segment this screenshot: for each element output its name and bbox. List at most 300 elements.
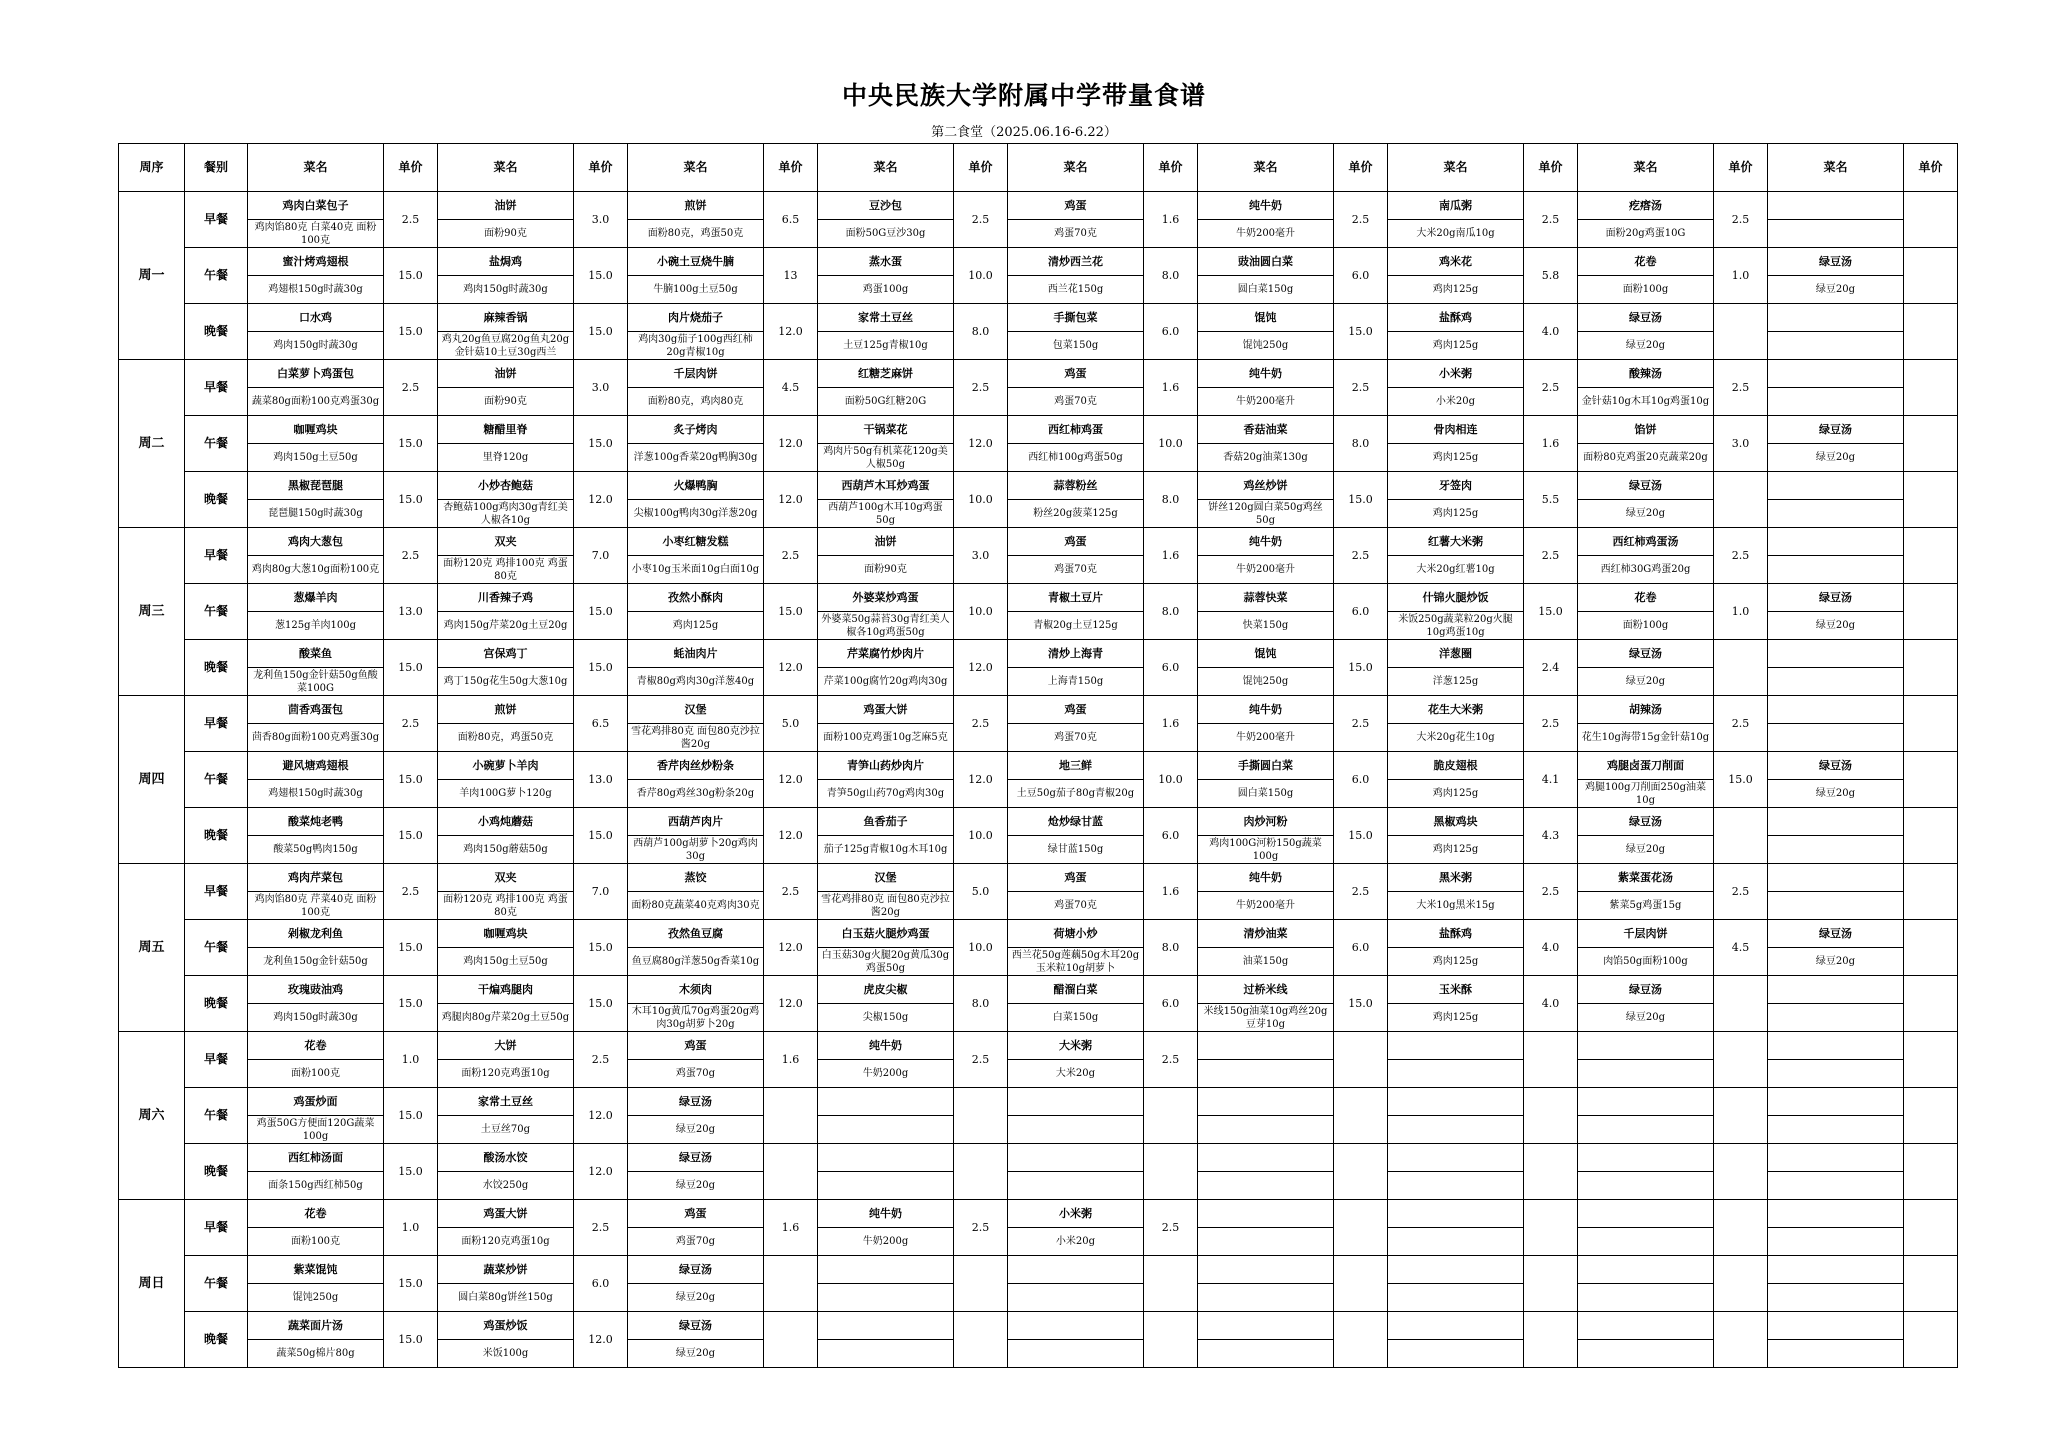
dish-price: 2.5 xyxy=(954,1032,1008,1088)
dish-ingredients: 牛奶200毫升 xyxy=(1198,388,1334,416)
dish-name: 鸡蛋 xyxy=(1008,864,1144,892)
dish-ingredients: 面粉120克鸡蛋10g xyxy=(438,1060,574,1088)
dish-name: 家常土豆丝 xyxy=(438,1088,574,1116)
meal-label: 晚餐 xyxy=(185,1144,248,1200)
dish-price: 4.5 xyxy=(764,360,818,416)
dish-price: 15.0 xyxy=(384,976,438,1032)
dish-name: 双夹 xyxy=(438,864,574,892)
dish-price: 2.5 xyxy=(764,864,818,920)
column-header: 菜名 xyxy=(818,144,954,192)
dish-ingredients xyxy=(1578,1172,1714,1200)
dish-name: 馅饼 xyxy=(1578,416,1714,444)
dish-price: 5.5 xyxy=(1524,472,1578,528)
dish-price: 15.0 xyxy=(764,584,818,640)
dish-ingredients: 鸡腿100g刀削面250g油菜10g xyxy=(1578,780,1714,808)
dish-ingredients: 茴香80g面粉100克鸡蛋30g xyxy=(248,724,384,752)
dish-ingredients: 西兰花50g莲藕50g木耳20g玉米粒10g胡萝卜 xyxy=(1008,948,1144,976)
dish-ingredients: 土豆125g青椒10g xyxy=(818,332,954,360)
dish-name: 紫菜馄饨 xyxy=(248,1256,384,1284)
dish-price: 15.0 xyxy=(384,472,438,528)
dish-name: 避风塘鸡翅根 xyxy=(248,752,384,780)
dish-name: 鸡米花 xyxy=(1388,248,1524,276)
dish-ingredients: 绿豆20g xyxy=(1578,1004,1714,1032)
dish-price xyxy=(1904,1200,1958,1256)
dish-name: 清炒油菜 xyxy=(1198,920,1334,948)
dish-price: 6.0 xyxy=(1144,304,1198,360)
dish-name: 油饼 xyxy=(438,360,574,388)
dish-price: 8.0 xyxy=(1334,416,1388,472)
dish-price: 2.5 xyxy=(1714,192,1768,248)
dish-ingredients: 鸡蛋70克 xyxy=(1008,892,1144,920)
dish-ingredients xyxy=(1388,1340,1524,1368)
dish-ingredients: 龙利鱼150g金针菇50g xyxy=(248,948,384,976)
dish-price: 6.0 xyxy=(1334,248,1388,304)
dish-name: 孜然小酥肉 xyxy=(628,584,764,612)
dish-name: 香芹肉丝炒粉条 xyxy=(628,752,764,780)
dish-ingredients: 鸡肉片50g有机菜花120g美人椒50g xyxy=(818,444,954,472)
dish-price: 15.0 xyxy=(574,640,628,696)
dish-name: 蒜蓉快菜 xyxy=(1198,584,1334,612)
dish-price: 6.0 xyxy=(1144,976,1198,1032)
dish-name: 鸡肉芹菜包 xyxy=(248,864,384,892)
dish-price: 15.0 xyxy=(574,416,628,472)
dish-price xyxy=(1904,304,1958,360)
dish-price xyxy=(1334,1200,1388,1256)
dish-name: 蔬菜炒饼 xyxy=(438,1256,574,1284)
dish-name: 紫菜蛋花汤 xyxy=(1578,864,1714,892)
dish-ingredients: 鸡肉150g芹菜20g土豆20g xyxy=(438,612,574,640)
dish-price xyxy=(1524,1088,1578,1144)
dish-price xyxy=(1904,864,1958,920)
dish-price: 2.5 xyxy=(1524,696,1578,752)
dish-ingredients xyxy=(818,1172,954,1200)
column-header: 菜名 xyxy=(1198,144,1334,192)
dish-ingredients: 面粉100g xyxy=(1578,276,1714,304)
dish-ingredients: 西葫芦100g木耳10g鸡蛋50g xyxy=(818,500,954,528)
dish-ingredients: 面粉100克 xyxy=(248,1228,384,1256)
dish-ingredients: 木耳10g黄瓜70g鸡蛋20g鸡肉30g胡萝卜20g xyxy=(628,1004,764,1032)
dish-ingredients xyxy=(1768,556,1904,584)
dish-price: 10.0 xyxy=(954,584,1008,640)
dish-name-row xyxy=(119,696,1958,724)
dish-ingredients: 绿豆20g xyxy=(1578,668,1714,696)
dish-price xyxy=(1714,1088,1768,1144)
dish-name: 蒸饺 xyxy=(628,864,764,892)
dish-ingredients: 洋葱125g xyxy=(1388,668,1524,696)
dish-name: 纯牛奶 xyxy=(818,1032,954,1060)
dish-name xyxy=(1768,1312,1904,1340)
dish-ingredients: 面粉90克 xyxy=(818,556,954,584)
dish-name: 什锦火腿炒饭 xyxy=(1388,584,1524,612)
weekday-label: 周五 xyxy=(119,864,185,1032)
dish-name: 玫瑰豉油鸡 xyxy=(248,976,384,1004)
dish-ingredients: 鸡翅根150g时蔬30g xyxy=(248,780,384,808)
dish-ingredients: 鸡丸20g鱼豆腐20g鱼丸20g金针菇10土豆30g西兰 xyxy=(438,332,574,360)
dish-ingredients: 鸡肉125g xyxy=(1388,444,1524,472)
dish-ingredients xyxy=(1768,388,1904,416)
dish-name: 木须肉 xyxy=(628,976,764,1004)
dish-name: 酸汤水饺 xyxy=(438,1144,574,1172)
dish-price: 15.0 xyxy=(384,1088,438,1144)
dish-price xyxy=(1904,1256,1958,1312)
dish-price: 13 xyxy=(764,248,818,304)
weekday-label: 周六 xyxy=(119,1032,185,1200)
dish-name xyxy=(1768,528,1904,556)
dish-price xyxy=(1714,472,1768,528)
dish-ingredients: 绿豆20g xyxy=(1768,444,1904,472)
dish-ingredients xyxy=(1578,1060,1714,1088)
dish-ingredients: 鸡肉150g时蔬30g xyxy=(248,1004,384,1032)
dish-name: 绿豆汤 xyxy=(1768,416,1904,444)
dish-price: 12.0 xyxy=(764,304,818,360)
dish-name: 红糖芝麻饼 xyxy=(818,360,954,388)
dish-name: 口水鸡 xyxy=(248,304,384,332)
dish-price: 2.5 xyxy=(1334,360,1388,416)
dish-price: 8.0 xyxy=(1144,248,1198,304)
dish-price xyxy=(1714,808,1768,864)
dish-name: 绿豆汤 xyxy=(1768,584,1904,612)
dish-ingredients: 鸡丁150g花生50g大葱10g xyxy=(438,668,574,696)
dish-ingredients: 绿豆20g xyxy=(1768,780,1904,808)
dish-price: 13.0 xyxy=(574,752,628,808)
dish-price xyxy=(1144,1312,1198,1368)
dish-ingredients xyxy=(1768,1340,1904,1368)
dish-price xyxy=(1904,248,1958,304)
dish-ingredients: 白菜150g xyxy=(1008,1004,1144,1032)
dish-price: 3.0 xyxy=(954,528,1008,584)
dish-ingredients: 面粉50G红糖20G xyxy=(818,388,954,416)
dish-name: 大饼 xyxy=(438,1032,574,1060)
dish-ingredients: 鸡蛋70克 xyxy=(1008,388,1144,416)
dish-name xyxy=(1768,864,1904,892)
dish-name: 盐焗鸡 xyxy=(438,248,574,276)
dish-price: 8.0 xyxy=(954,976,1008,1032)
dish-ingredients: 鸡肉125g xyxy=(1388,1004,1524,1032)
dish-name-row xyxy=(119,752,1958,780)
dish-ingredients xyxy=(1768,1004,1904,1032)
dish-price: 2.5 xyxy=(954,696,1008,752)
dish-name-row xyxy=(119,584,1958,612)
dish-ingredients xyxy=(818,1284,954,1312)
dish-ingredients: 花生10g海带15g金针菇10g xyxy=(1578,724,1714,752)
dish-price: 4.5 xyxy=(1714,920,1768,976)
dish-price: 2.5 xyxy=(384,696,438,752)
dish-price: 15.0 xyxy=(384,920,438,976)
dish-price: 2.5 xyxy=(1524,528,1578,584)
dish-name: 鸡丝炒饼 xyxy=(1198,472,1334,500)
dish-ingredients: 牛奶200g xyxy=(818,1060,954,1088)
dish-ingredients: 圆白菜80g饼丝150g xyxy=(438,1284,574,1312)
dish-price xyxy=(1524,1032,1578,1088)
dish-ingredients xyxy=(1768,1284,1904,1312)
dish-name xyxy=(1578,1088,1714,1116)
dish-name: 小碗萝卜羊肉 xyxy=(438,752,574,780)
dish-name: 纯牛奶 xyxy=(1198,360,1334,388)
dish-price xyxy=(1904,808,1958,864)
dish-name: 纯牛奶 xyxy=(1198,696,1334,724)
dish-price: 2.5 xyxy=(1714,360,1768,416)
dish-price: 12.0 xyxy=(954,640,1008,696)
dish-ingredients: 馄饨250g xyxy=(1198,332,1334,360)
dish-name xyxy=(1578,1032,1714,1060)
dish-price: 2.5 xyxy=(1144,1200,1198,1256)
dish-name: 馄饨 xyxy=(1198,640,1334,668)
dish-name-row xyxy=(119,1200,1958,1228)
dish-ingredients: 面粉80克鸡蛋20克蔬菜20g xyxy=(1578,444,1714,472)
dish-price xyxy=(954,1256,1008,1312)
dish-name: 香菇油菜 xyxy=(1198,416,1334,444)
dish-ingredients: 圆白菜150g xyxy=(1198,780,1334,808)
dish-ingredients: 鸡肉125g xyxy=(1388,332,1524,360)
dish-ingredients: 鸡蛋100g xyxy=(818,276,954,304)
dish-name-row xyxy=(119,1144,1958,1172)
dish-price: 1.6 xyxy=(1144,864,1198,920)
dish-ingredients xyxy=(1198,1284,1334,1312)
dish-ingredients xyxy=(1008,1284,1144,1312)
dish-price xyxy=(1524,1256,1578,1312)
dish-ingredients: 茄子125g青椒10g木耳10g xyxy=(818,836,954,864)
dish-name: 过桥米线 xyxy=(1198,976,1334,1004)
dish-price xyxy=(1904,528,1958,584)
column-header: 单价 xyxy=(1144,144,1198,192)
dish-price: 15.0 xyxy=(384,1144,438,1200)
dish-ingredients: 牛奶200g xyxy=(818,1228,954,1256)
dish-price: 15.0 xyxy=(384,416,438,472)
dish-ingredients: 香菇20g油菜130g xyxy=(1198,444,1334,472)
dish-price: 12.0 xyxy=(954,416,1008,472)
page-title: 中央民族大学附属中学带量食谱 xyxy=(841,81,1206,110)
dish-name xyxy=(1388,1312,1524,1340)
dish-price xyxy=(1904,696,1958,752)
column-header: 菜名 xyxy=(1388,144,1524,192)
dish-name: 黑椒鸡块 xyxy=(1388,808,1524,836)
dish-name: 疙瘩汤 xyxy=(1578,192,1714,220)
dish-ingredients: 绿豆20g xyxy=(1578,836,1714,864)
dish-name: 蔬菜面片汤 xyxy=(248,1312,384,1340)
column-header: 单价 xyxy=(1904,144,1958,192)
dish-name: 荷塘小炒 xyxy=(1008,920,1144,948)
dish-name xyxy=(1198,1032,1334,1060)
meal-label: 早餐 xyxy=(185,864,248,920)
dish-name xyxy=(1008,1144,1144,1172)
dish-name: 纯牛奶 xyxy=(1198,192,1334,220)
dish-name: 千层肉饼 xyxy=(1578,920,1714,948)
dish-name: 纯牛奶 xyxy=(1198,864,1334,892)
dish-ingredients: 西红柿30G鸡蛋20g xyxy=(1578,556,1714,584)
dish-ingredients: 鸡蛋70克 xyxy=(1008,220,1144,248)
dish-ingredients xyxy=(1388,1060,1524,1088)
dish-name: 绿豆汤 xyxy=(628,1144,764,1172)
dish-name xyxy=(1578,1256,1714,1284)
dish-ingredients: 鸡肉馅80克 芹菜40克 面粉100克 xyxy=(248,892,384,920)
dish-name xyxy=(1768,640,1904,668)
dish-price: 15.0 xyxy=(574,248,628,304)
dish-name-row xyxy=(119,864,1958,892)
meal-label: 午餐 xyxy=(185,1088,248,1144)
dish-ingredients xyxy=(1768,668,1904,696)
dish-name: 干锅菜花 xyxy=(818,416,954,444)
dish-name: 小鸡炖蘑菇 xyxy=(438,808,574,836)
dish-price xyxy=(1904,1088,1958,1144)
dish-name xyxy=(1768,976,1904,1004)
dish-price: 2.5 xyxy=(1334,864,1388,920)
dish-ingredients: 绿豆20g xyxy=(1578,332,1714,360)
dish-price: 1.6 xyxy=(1144,360,1198,416)
dish-name: 虎皮尖椒 xyxy=(818,976,954,1004)
meal-label: 午餐 xyxy=(185,248,248,304)
dish-ingredients: 快菜150g xyxy=(1198,612,1334,640)
dish-price xyxy=(1904,920,1958,976)
dish-price: 2.5 xyxy=(954,1200,1008,1256)
dish-name: 花生大米粥 xyxy=(1388,696,1524,724)
dish-price: 12.0 xyxy=(574,472,628,528)
dish-name xyxy=(1578,1200,1714,1228)
dish-price: 15.0 xyxy=(384,808,438,864)
page-subtitle: 第二食堂（2025.06.16-6.22） xyxy=(931,125,1117,140)
dish-price: 2.5 xyxy=(954,192,1008,248)
dish-name: 茴香鸡蛋包 xyxy=(248,696,384,724)
dish-price: 15.0 xyxy=(384,248,438,304)
dish-name: 绿豆汤 xyxy=(1768,248,1904,276)
dish-ingredients xyxy=(1578,1284,1714,1312)
dish-ingredients: 鸡肉馅80克 白菜40克 面粉100克 xyxy=(248,220,384,248)
dish-price: 2.5 xyxy=(574,1032,628,1088)
dish-name: 鸡蛋 xyxy=(1008,360,1144,388)
dish-name: 麻辣香锅 xyxy=(438,304,574,332)
header-row xyxy=(119,144,1958,192)
dish-name: 咖喱鸡块 xyxy=(248,416,384,444)
dish-name: 手撕包菜 xyxy=(1008,304,1144,332)
dish-name: 葱爆羊肉 xyxy=(248,584,384,612)
dish-ingredients: 鸡肉30g茄子100g西红柿20g青椒10g xyxy=(628,332,764,360)
dish-name: 酸辣汤 xyxy=(1578,360,1714,388)
dish-ingredients: 鸡肉150g土豆50g xyxy=(248,444,384,472)
dish-ingredients: 青椒80g鸡肉30g洋葱40g xyxy=(628,668,764,696)
dish-ingredients: 鱼豆腐80g洋葱50g香菜10g xyxy=(628,948,764,976)
dish-name: 鸡蛋 xyxy=(1008,696,1144,724)
dish-name: 鱼香茄子 xyxy=(818,808,954,836)
dish-price xyxy=(764,1256,818,1312)
dish-ingredients: 牛腩100g土豆50g xyxy=(628,276,764,304)
dish-name: 花卷 xyxy=(248,1200,384,1228)
dish-name: 手撕圆白菜 xyxy=(1198,752,1334,780)
column-header: 单价 xyxy=(574,144,628,192)
dish-price: 4.0 xyxy=(1524,920,1578,976)
dish-ingredients: 酸菜50g鸭肉150g xyxy=(248,836,384,864)
dish-ingredients: 土豆50g茄子80g青椒20g xyxy=(1008,780,1144,808)
dish-name xyxy=(1768,304,1904,332)
dish-price: 2.5 xyxy=(1144,1032,1198,1088)
dish-price: 7.0 xyxy=(574,864,628,920)
dish-price xyxy=(764,1088,818,1144)
dish-ingredients xyxy=(1768,1228,1904,1256)
dish-name: 鸡蛋大饼 xyxy=(818,696,954,724)
dish-name: 绿豆汤 xyxy=(628,1088,764,1116)
dish-price: 6.5 xyxy=(764,192,818,248)
dish-name: 绿豆汤 xyxy=(628,1256,764,1284)
dish-ingredients: 面粉80克，鸡蛋50克 xyxy=(628,220,764,248)
dish-name: 炙子烤肉 xyxy=(628,416,764,444)
dish-ingredients xyxy=(1198,1060,1334,1088)
dish-name xyxy=(1768,696,1904,724)
dish-ingredients xyxy=(1388,1172,1524,1200)
dish-name: 清炒西兰花 xyxy=(1008,248,1144,276)
dish-name: 纯牛奶 xyxy=(1198,528,1334,556)
dish-name: 绿豆汤 xyxy=(1578,640,1714,668)
dish-price: 1.0 xyxy=(1714,248,1768,304)
dish-name xyxy=(1008,1256,1144,1284)
weekday-label: 周四 xyxy=(119,696,185,864)
dish-ingredients: 鸡肉150g土豆50g xyxy=(438,948,574,976)
dish-price: 1.6 xyxy=(1524,416,1578,472)
dish-name-row xyxy=(119,1088,1958,1116)
dish-name: 黑米粥 xyxy=(1388,864,1524,892)
dish-name: 花卷 xyxy=(1578,248,1714,276)
meal-label: 早餐 xyxy=(185,528,248,584)
dish-price: 6.5 xyxy=(574,696,628,752)
dish-name-row xyxy=(119,640,1958,668)
dish-ingredients xyxy=(1768,836,1904,864)
dish-name: 孜然鱼豆腐 xyxy=(628,920,764,948)
dish-name: 南瓜粥 xyxy=(1388,192,1524,220)
column-header: 菜名 xyxy=(1008,144,1144,192)
dish-name-row xyxy=(119,1032,1958,1060)
dish-name: 鸡蛋大饼 xyxy=(438,1200,574,1228)
dish-name xyxy=(1198,1200,1334,1228)
dish-name: 鸡蛋 xyxy=(628,1200,764,1228)
dish-name-row xyxy=(119,304,1958,332)
dish-price: 12.0 xyxy=(764,976,818,1032)
dish-name: 蜜汁烤鸡翅根 xyxy=(248,248,384,276)
dish-name xyxy=(1768,360,1904,388)
dish-name xyxy=(1388,1144,1524,1172)
dish-ingredients: 小枣10g玉米面10g白面10g xyxy=(628,556,764,584)
dish-ingredients: 饼丝120g圆白菜50g鸡丝50g xyxy=(1198,500,1334,528)
dish-price: 2.5 xyxy=(574,1200,628,1256)
dish-price: 8.0 xyxy=(954,304,1008,360)
dish-name: 酸菜炖老鸭 xyxy=(248,808,384,836)
dish-name: 蒜蓉粉丝 xyxy=(1008,472,1144,500)
dish-price xyxy=(1904,472,1958,528)
dish-ingredients: 西红柿100g鸡蛋50g xyxy=(1008,444,1144,472)
dish-price: 15.0 xyxy=(1334,808,1388,864)
dish-name: 外婆菜炒鸡蛋 xyxy=(818,584,954,612)
dish-ingredients: 大米20g红薯10g xyxy=(1388,556,1524,584)
dish-price: 2.5 xyxy=(1714,528,1768,584)
dish-ingredients: 包菜150g xyxy=(1008,332,1144,360)
dish-name: 黑椒琵琶腿 xyxy=(248,472,384,500)
dish-price: 13.0 xyxy=(384,584,438,640)
column-header: 菜名 xyxy=(1768,144,1904,192)
column-header: 单价 xyxy=(1714,144,1768,192)
dish-ingredients xyxy=(1768,1172,1904,1200)
dish-ingredients: 牛奶200毫升 xyxy=(1198,220,1334,248)
dish-ingredients: 雪花鸡排80克 面包80克沙拉酱20g xyxy=(818,892,954,920)
dish-price: 2.5 xyxy=(1524,360,1578,416)
dish-price xyxy=(1334,1256,1388,1312)
dish-name: 咖喱鸡块 xyxy=(438,920,574,948)
dish-ingredients: 馄饨250g xyxy=(248,1284,384,1312)
dish-ingredients: 大米20g南瓜10g xyxy=(1388,220,1524,248)
dish-price: 15.0 xyxy=(574,976,628,1032)
dish-name xyxy=(1768,1088,1904,1116)
meal-label: 早餐 xyxy=(185,1032,248,1088)
dish-ingredients xyxy=(1008,1340,1144,1368)
dish-ingredients: 大米20g花生10g xyxy=(1388,724,1524,752)
dish-ingredients: 牛奶200毫升 xyxy=(1198,892,1334,920)
dish-price: 12.0 xyxy=(764,416,818,472)
dish-ingredients: 蔬菜80g面粉100克鸡蛋30g xyxy=(248,388,384,416)
